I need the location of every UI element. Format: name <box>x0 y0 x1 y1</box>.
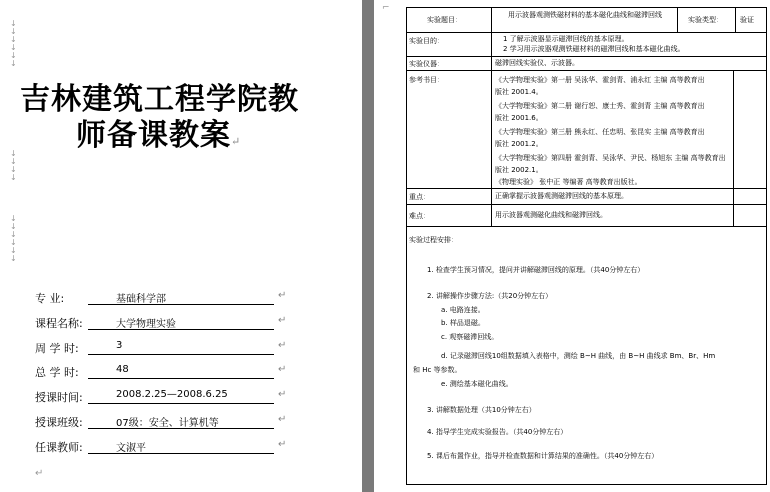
step-5: 5. 课后布置作业，指导并检查数据和计算结果的准确性。（共40分钟左右） <box>427 452 659 460</box>
cover-page: ↓ ↓ ↓ ↓ ↓ ↓ ↓ ↓ ↓ ↓ ↓ ↓ ↓ ↓ ↓ ↓ 吉林建筑工程学院教 师备课教案↵ 专 业: 基础科学部 ↵ 课程名称: 大学物理实验 ↵ 周 学 时: 3 ↵ 总 学 时: 48 ↵ 授课时间: 2008.2.25—2008.6.25 ↵ 授课班级: 07级：安全、计算机等 ↵ 任课教师: 文淑平 ↵ ↵ <box>0 0 362 492</box>
ref-line: 《大学物理实验》第一册 吴泳华、霍剑青、浦永红 主编 高等教育出 <box>495 76 705 84</box>
goal-2: 2 学习用示波器观测铁磁材料的磁滞回线和基本磁化曲线。 <box>503 45 685 53</box>
step-2: 2. 讲解操作步骤方法:（共20分钟左右） <box>427 292 553 300</box>
step-3: 3. 讲解数据处理（共10分钟左右） <box>427 406 536 414</box>
ref-line: 《大学物理实验》第四册 霍剑青、吴泳华、尹民、杨旭东 主编 高等教育出 <box>495 154 726 162</box>
ref-line: 《大学物理实验》第三册 熊永红、任忠明、张昆实 主编 高等教育出 <box>495 128 705 136</box>
key-value: 正确掌握示波器观测磁滞回线的基本原理。 <box>495 192 628 200</box>
lesson-plan-page <box>374 0 770 492</box>
field-weekly-hours-value[interactable]: 3 <box>88 340 274 355</box>
cover-title-line-2: 师备课教案↵ <box>76 118 242 153</box>
field-teacher-value[interactable]: 文淑平 <box>88 439 274 454</box>
step-2a: a. 电路连接。 <box>441 306 485 314</box>
difficulty-label: 难点： <box>409 212 430 220</box>
goal-label: 实验目的： <box>409 37 444 45</box>
field-total-hours-value[interactable]: 48 <box>88 364 274 379</box>
step-2d: d. 记录磁滞回线10组数据填入表格中，测绘 B~H 曲线，由 B~H 曲线求 Bm、Br、Hm <box>441 352 716 360</box>
difficulty-value: 用示波器观测磁化曲线和磁滞回线。 <box>495 211 607 219</box>
paragraph-mark: ↓ ↓ ↓ ↓ <box>10 149 17 182</box>
ref-line: 《大学物理实验》第二册 谢行恕、康士秀、霍剑青 主编 高等教育出 <box>495 102 705 110</box>
field-major-value[interactable]: 基础科学部 <box>88 290 274 305</box>
step-4: 4. 指导学生完成实验报告。（共40分钟左右） <box>427 428 568 436</box>
ref-line: 版社 2001.4。 <box>495 88 543 96</box>
key-label: 重点： <box>409 193 430 201</box>
equipment-value: 磁滞回线实验仪、示波器。 <box>495 59 579 67</box>
field-teaching-time-value[interactable]: 2008.2.25—2008.6.25 <box>88 389 274 404</box>
ref-line: 版社 2001.6。 <box>495 114 543 122</box>
page-gap <box>362 0 374 492</box>
paragraph-mark: ↵ <box>35 468 44 479</box>
exp-title-label: 实验题目： <box>427 16 462 24</box>
step-2e: e. 测绘基本磁化曲线。 <box>441 380 513 388</box>
ref-line: 版社 2002.1。 <box>495 166 543 174</box>
step-2d-cont: 和 Hc 等参数。 <box>413 366 462 374</box>
ref-line: 《物理实验》 张中正 等编著 高等教育出版社。 <box>495 178 642 186</box>
lesson-plan-table <box>406 7 767 485</box>
process-label: 实验过程安排： <box>409 236 458 244</box>
step-2c: c. 观察磁滞回线。 <box>441 333 499 341</box>
goal-1: 1 了解示波器显示磁滞回线的基本原理。 <box>503 35 629 43</box>
corner-mark: ⌐ <box>382 3 390 13</box>
step-1: 1. 检查学生预习情况，提问并讲解磁滞回线的原理。（共40分钟左右） <box>427 266 645 274</box>
paragraph-mark: ↓ ↓ ↓ ↓ ↓ ↓ <box>10 214 17 263</box>
field-course-value[interactable]: 大学物理实验 <box>88 315 274 330</box>
equipment-label: 实验仪器： <box>409 60 444 68</box>
paragraph-mark: ↓ ↓ ↓ ↓ ↓ ↓ <box>10 19 17 68</box>
exp-type-value: 验证 <box>740 16 754 24</box>
ref-line: 版社 2001.2。 <box>495 140 543 148</box>
step-2b: b. 样品退磁。 <box>441 319 485 327</box>
exp-type-label: 实验类型： <box>688 16 723 24</box>
exp-title-value: 用示波器观测铁磁材料的基本磁化曲线和磁滞回线 <box>508 11 662 19</box>
cover-title-line-1: 吉林建筑工程学院教 <box>20 82 299 117</box>
refs-label: 参考书目： <box>409 76 444 84</box>
field-class-value[interactable]: 07级：安全、计算机等 <box>88 414 274 429</box>
